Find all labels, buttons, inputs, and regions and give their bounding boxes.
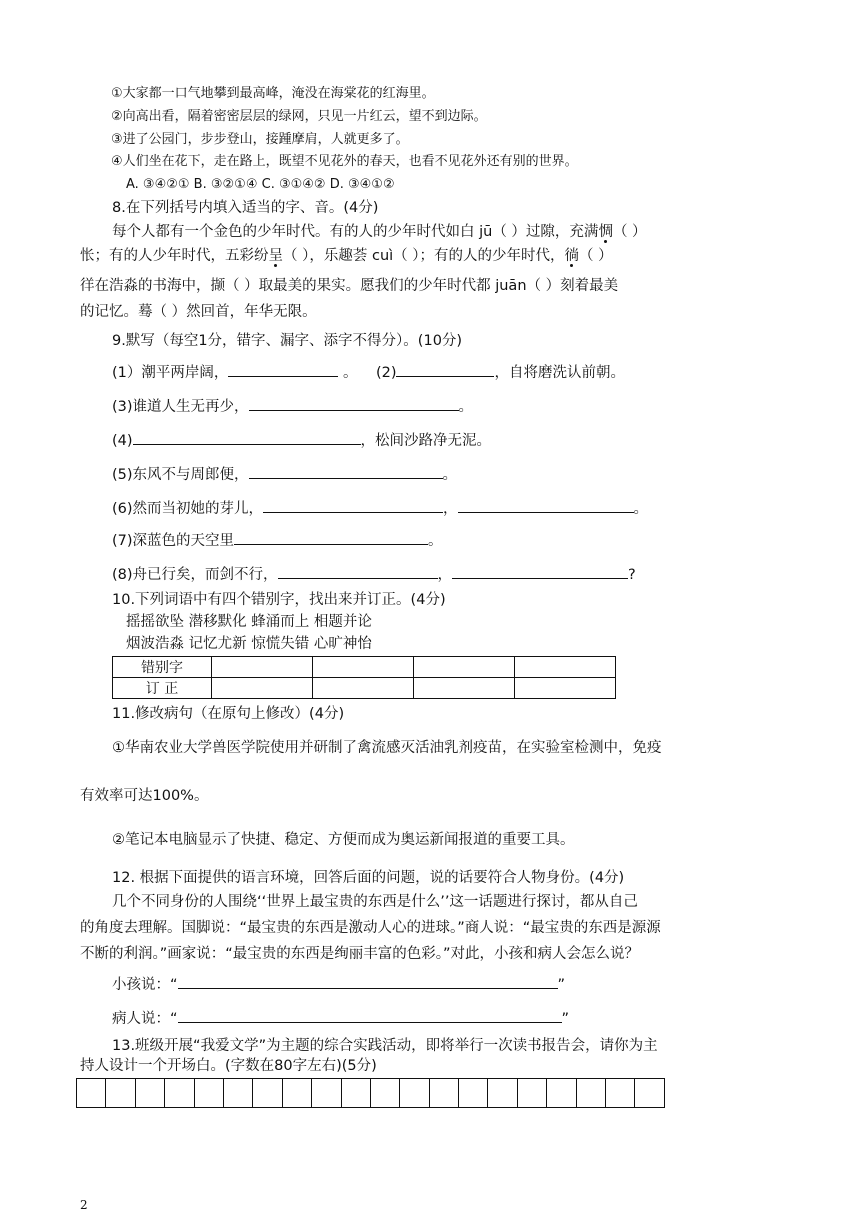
q11-sentence-1a: ①华南农业大学兽医学院使用并研制了禽流感灭活油乳剂疫苗，在实验室检测中，免疫 <box>112 740 662 756</box>
q9-item-5: (5)东风不与周郎便， 。 <box>112 464 457 485</box>
grid-cell[interactable] <box>253 1078 282 1108</box>
q9-title: 9.默写（每空1分，错字、漏字、添字不得分）。(10分) <box>112 333 463 349</box>
q8-line-4: 的记忆。蓦（ ）然回首，年华无限。 <box>80 304 317 320</box>
grid-cell[interactable] <box>283 1078 312 1108</box>
q7-sentence-2: ②向高出看，隔着密密层层的绿网，只见一片红云，望不到边际。 <box>111 109 487 124</box>
table-cell[interactable] <box>212 657 313 678</box>
q7-options: A. ③④②① B. ③②①④ C. ③①④② D. ③④①② <box>126 177 395 192</box>
grid-cell[interactable] <box>312 1078 341 1108</box>
answer-blank[interactable] <box>234 530 428 545</box>
grid-cell[interactable] <box>459 1078 488 1108</box>
page-number: 2 <box>80 1198 88 1212</box>
grid-cell[interactable] <box>430 1078 459 1108</box>
grid-cell[interactable] <box>518 1078 547 1108</box>
q13-line-2: 持人设计一个开场白。(字数在80字左右)(5分) <box>80 1058 377 1074</box>
answer-blank[interactable] <box>263 498 443 513</box>
answer-blank[interactable] <box>228 362 338 377</box>
answer-blank[interactable] <box>178 1008 562 1023</box>
grid-cell[interactable] <box>635 1078 664 1108</box>
q12-paragraph-3: 不断的利润。”画家说：“最宝贵的东西是绚丽丰富的色彩。”对此，小孩和病人会怎么说？ <box>80 946 640 962</box>
answer-blank[interactable] <box>452 564 628 579</box>
q8-line-2: 怅；有的人少年时代，五彩纷呈（ ），乐趣荟 cuì（ ）；有的人的少年时代，徜（ ） <box>80 248 613 264</box>
answer-blank[interactable] <box>178 974 558 989</box>
answer-blank[interactable] <box>249 464 443 479</box>
grid-cell[interactable] <box>165 1078 194 1108</box>
answer-blank[interactable] <box>249 396 459 411</box>
grid-cell[interactable] <box>77 1078 106 1108</box>
q9-item-6: (6)然而当初她的芽儿， ， 。 <box>112 498 648 519</box>
q8-line-3: 徉在浩淼的书海中，撷（ ）取最美的果实。愿我们的少年时代都 juān（ ）刻着最美 <box>80 278 619 294</box>
q12-patient-answer: 病人说：“ ” <box>112 1008 569 1029</box>
q13-line-1: 13.班级开展“我爱文学”为主题的综合实践活动，即将举行一次读书报告会，请你为主 <box>112 1038 658 1054</box>
writing-grid[interactable] <box>76 1078 665 1108</box>
q11-title: 11.修改病句（在原句上修改）(4分) <box>112 706 345 722</box>
q7-sentence-1: ①大家都一口气地攀到最高峰，淹没在海棠花的红海里。 <box>111 86 435 101</box>
correction-table <box>112 656 616 699</box>
table-cell[interactable] <box>414 657 515 678</box>
q8-line-1: 每个人都有一个金色的少年时代。有的人的少年时代如白 jū（ ）过隙，充满惆（ ） <box>112 224 647 240</box>
q12-paragraph-1: 几个不同身份的人围绕‘‘世界上最宝贵的东西是什么’’这一话题进行探讨，都从自己 <box>112 894 638 910</box>
q10-title: 10.下列词语中有四个错别字，找出来并订正。(4分) <box>112 592 446 608</box>
q7-sentence-3: ③进了公园门，步步登山，接踵摩肩，人就更多了。 <box>111 132 409 147</box>
q11-sentence-2: ②笔记本电脑显示了快捷、稳定、方便而成为奥运新闻报道的重要工具。 <box>112 832 575 848</box>
table-cell[interactable] <box>414 678 515 699</box>
grid-cell[interactable] <box>400 1078 429 1108</box>
q10-words-row-2: 烟波浩淼 记忆尤新 惊慌失错 心旷神怡 <box>126 636 372 652</box>
table-cell[interactable] <box>515 657 616 678</box>
table-cell[interactable] <box>313 657 414 678</box>
q9-item-7: (7)深蓝色的天空里 。 <box>112 530 443 551</box>
grid-cell[interactable] <box>577 1078 606 1108</box>
q9-item-3: (3)谁道人生无再少， 。 <box>112 396 473 417</box>
q8-title: 8.在下列括号内填入适当的字、音。(4分) <box>112 200 379 216</box>
table-cell[interactable] <box>515 678 616 699</box>
table-cell[interactable] <box>313 678 414 699</box>
grid-cell[interactable] <box>371 1078 400 1108</box>
grid-cell[interactable] <box>136 1078 165 1108</box>
q12-title: 12. 根据下面提供的语言环境，回答后面的问题，说的话要符合人物身份。(4分) <box>112 870 625 886</box>
q10-words-row-1: 摇摇欲坠 潜移默化 蜂涌而上 相题并论 <box>126 614 372 630</box>
q9-item-4: (4) ，松间沙路净无泥。 <box>112 430 491 451</box>
q9-item-8: (8)舟已行矣，而剑不行， ， ? <box>112 564 636 585</box>
q12-child-answer: 小孩说：“ ” <box>112 974 565 995</box>
q9-item-1-2: (1）潮平两岸阔， 。 (2) ，自将磨洗认前朝。 <box>112 362 625 383</box>
grid-cell[interactable] <box>106 1078 135 1108</box>
grid-cell[interactable] <box>342 1078 371 1108</box>
answer-blank[interactable] <box>278 564 438 579</box>
answer-blank[interactable] <box>133 430 361 445</box>
grid-cell[interactable] <box>195 1078 224 1108</box>
grid-cell[interactable] <box>224 1078 253 1108</box>
answer-blank[interactable] <box>396 362 494 377</box>
table-cell[interactable] <box>212 678 313 699</box>
q11-sentence-1b: 有效率可达100%。 <box>80 788 209 804</box>
q12-paragraph-2: 的角度去理解。国脚说：“最宝贵的东西是激动人心的进球。”商人说：“最宝贵的东西是源源 <box>80 920 661 936</box>
grid-cell[interactable] <box>488 1078 517 1108</box>
table-header-wrong-char: 错别字 <box>113 657 212 678</box>
table-header-correction: 订 正 <box>113 678 212 699</box>
answer-blank[interactable] <box>458 498 634 513</box>
q7-sentence-4: ④人们坐在花下，走在路上，既望不见花外的春天，也看不见花外还有别的世界。 <box>111 154 578 169</box>
grid-cell[interactable] <box>547 1078 576 1108</box>
grid-cell[interactable] <box>606 1078 635 1108</box>
